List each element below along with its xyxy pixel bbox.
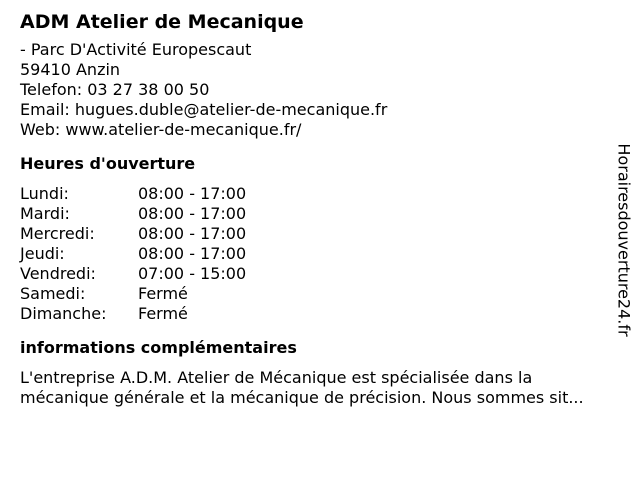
phone-line: Telefon: 03 27 38 00 50: [20, 80, 210, 99]
site-watermark: Horairesdouverture24.fr: [614, 143, 634, 337]
business-card: [20, 10, 620, 408]
address-line-1: - Parc D'Activité Europescaut: [20, 40, 252, 59]
info-description: [20, 368, 630, 408]
hours-time: 08:00 - 17:00: [138, 204, 247, 223]
hours-day: Dimanche:: [20, 304, 107, 323]
info-line-2: mécanique générale et la mécanique de précision. Nous sommes sit...: [20, 388, 584, 407]
hours-day: Mardi:: [20, 204, 70, 223]
hours-time: 08:00 - 17:00: [138, 244, 247, 263]
hours-row-wednesday: [20, 224, 620, 244]
hours-day: Lundi:: [20, 184, 69, 203]
info-line-1: L'entreprise A.D.M. Atelier de Mécanique est spécialisée dans la: [20, 368, 533, 387]
hours-row-thursday: [20, 244, 620, 264]
hours-heading: Heures d'ouverture: [20, 154, 196, 173]
hours-day: Jeudi:: [20, 244, 65, 263]
hours-day: Vendredi:: [20, 264, 96, 283]
hours-row-friday: [20, 264, 620, 284]
hours-time: 08:00 - 17:00: [138, 184, 247, 203]
hours-row-monday: [20, 184, 620, 204]
hours-time: 07:00 - 15:00: [138, 264, 247, 283]
info-heading: informations complémentaires: [20, 338, 297, 357]
hours-row-sunday: [20, 304, 620, 324]
address-line-2: 59410 Anzin: [20, 60, 121, 79]
hours-table: [20, 184, 620, 324]
hours-row-saturday: [20, 284, 620, 304]
email-line: Email: hugues.duble@atelier-de-mecanique.fr: [20, 100, 388, 119]
hours-day: Mercredi:: [20, 224, 95, 243]
hours-time: Fermé: [138, 304, 188, 323]
business-name: ADM Atelier de Mecanique: [20, 11, 304, 33]
hours-time: 08:00 - 17:00: [138, 224, 247, 243]
hours-row-tuesday: [20, 204, 620, 224]
web-line: Web: www.atelier-de-mecanique.fr/: [20, 120, 302, 139]
hours-day: Samedi:: [20, 284, 86, 303]
hours-time: Fermé: [138, 284, 188, 303]
